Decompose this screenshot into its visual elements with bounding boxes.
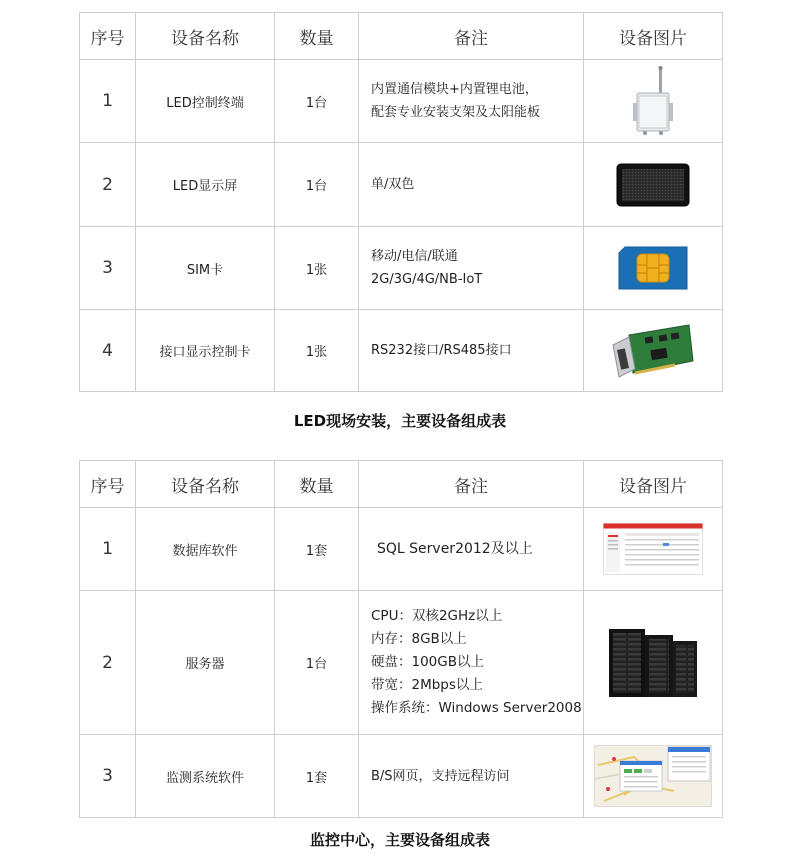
server-rack-icon: [607, 627, 699, 699]
header-index: 序号: [80, 461, 136, 508]
header-quantity: 数量: [275, 13, 359, 60]
row-index: 1: [80, 508, 136, 591]
row-device-name: 监测系统软件: [136, 735, 275, 818]
note-line: 内置通信模块+内置锂电池，: [371, 82, 538, 97]
table-caption-led-site: LED现场安装，主要设备组成表: [293, 412, 507, 430]
row-quantity: 1台: [275, 591, 359, 735]
row-notes: [359, 591, 584, 735]
row-device-name: LED控制终端: [136, 60, 275, 143]
row-image: [584, 735, 723, 818]
row-index: 4: [80, 310, 136, 392]
row-notes: [359, 60, 584, 143]
table-row: [80, 508, 723, 591]
note-line: 内存：8GB以上: [371, 631, 467, 647]
database-software-screenshot-icon: [603, 523, 703, 575]
row-quantity: 1套: [275, 508, 359, 591]
row-image: [584, 591, 723, 735]
table-row: [80, 735, 723, 818]
row-notes: [359, 227, 584, 310]
table-header-row: [80, 13, 723, 60]
header-quantity: 数量: [275, 461, 359, 508]
row-image: [584, 310, 723, 392]
note-line: 操作系统：Windows Server2008: [371, 700, 582, 716]
row-device-name: 服务器: [136, 591, 275, 735]
header-device-name: 设备名称: [136, 13, 275, 60]
row-quantity: 1张: [275, 227, 359, 310]
table-header-row: [80, 461, 723, 508]
note-line: 硬盘：100GB以上: [371, 654, 484, 670]
monitoring-map-screenshot-icon: [594, 745, 712, 807]
row-device-name: 数据库软件: [136, 508, 275, 591]
row-device-name: SIM卡: [136, 227, 275, 310]
row-notes: [359, 508, 584, 591]
header-device-image: 设备图片: [584, 461, 723, 508]
row-index: 1: [80, 60, 136, 143]
row-image: [584, 60, 723, 143]
note-line: 带宽：2Mbps以上: [371, 677, 483, 693]
header-index: 序号: [80, 13, 136, 60]
row-notes: [359, 143, 584, 227]
note-line: SQL Server2012及以上: [377, 540, 533, 557]
device-table-led-site: [79, 12, 723, 392]
row-notes: [359, 735, 584, 818]
device-table-monitor-center: [79, 460, 723, 818]
header-notes: 备注: [359, 13, 584, 60]
row-quantity: 1台: [275, 143, 359, 227]
table-caption-monitor-center: 监控中心，主要设备组成表: [309, 831, 490, 849]
row-index: 3: [80, 227, 136, 310]
row-index: 2: [80, 591, 136, 735]
note-line: B/S网页，支持远程访问: [371, 768, 510, 784]
row-notes: [359, 310, 584, 392]
row-index: 3: [80, 735, 136, 818]
row-quantity: 1台: [275, 60, 359, 143]
header-device-image: 设备图片: [584, 13, 723, 60]
note-line: 移动/电信/联通: [371, 249, 458, 264]
led-display-panel-icon: [616, 162, 690, 208]
sim-card-icon: [617, 245, 689, 291]
row-quantity: 1张: [275, 310, 359, 392]
row-quantity: 1套: [275, 735, 359, 818]
row-image: [584, 227, 723, 310]
note-line: 2G/3G/4G/NB-IoT: [371, 272, 483, 287]
row-index: 2: [80, 143, 136, 227]
table-row: [80, 143, 723, 227]
table-row: [80, 227, 723, 310]
header-device-name: 设备名称: [136, 461, 275, 508]
row-image: [584, 143, 723, 227]
note-line: 单/双色: [371, 177, 415, 192]
table-row: [80, 591, 723, 735]
interface-card-icon: [611, 319, 695, 383]
table-row: [80, 310, 723, 392]
note-line: CPU：双核2GHz以上: [371, 608, 503, 624]
row-device-name: 接口显示控制卡: [136, 310, 275, 392]
note-line: 配套专业安装支架及太阳能板: [371, 105, 541, 120]
note-line: RS232接口/RS485接口: [371, 343, 512, 358]
row-device-name: LED显示屏: [136, 143, 275, 227]
row-image: [584, 508, 723, 591]
header-notes: 备注: [359, 461, 584, 508]
control-terminal-box-icon: [623, 65, 683, 137]
table-row: [80, 60, 723, 143]
